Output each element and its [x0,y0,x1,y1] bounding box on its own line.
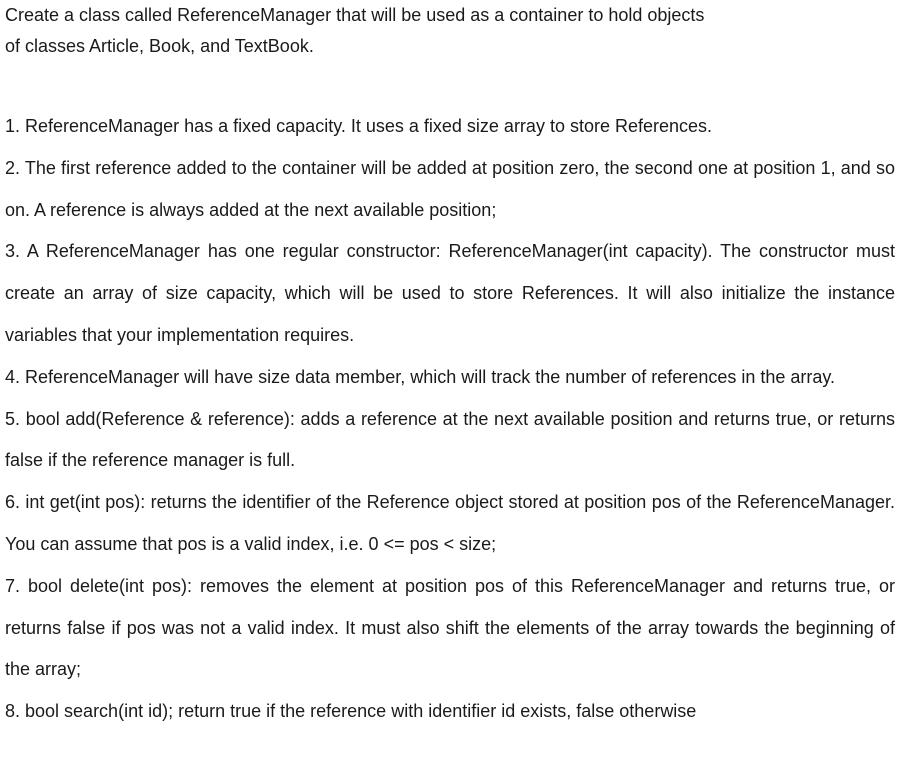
intro-line-1: Create a class called ReferenceManager that will be used as a container to hold objects [5,5,705,25]
requirement-item-6: 6. int get(int pos): returns the identifier of the Reference object stored at position pos of the ReferenceManager. You can assume that pos is a valid index, i.e. 0 <= pos < size; [5,492,895,554]
intro-paragraph [5,0,895,62]
requirement-item-1: 1. ReferenceManager has a fixed capacity. It uses a fixed size array to store References. [5,116,713,136]
requirement-item-3: 3. A ReferenceManager has one regular constructor: ReferenceManager(int capacity). The constructor must create an array of size capacity, which will be used to store References. It will also initialize the instance variables that your implementation requires. [5,241,895,345]
requirement-item-8: 8. bool search(int id); return true if the reference with identifier id exists, false otherwise [5,701,697,722]
intro-line-2: of classes Article, Book, and TextBook. [5,36,314,56]
requirement-item-5: 5. bool add(Reference & reference): adds a reference at the next available position and returns true, or returns false if the reference manager is full. [5,408,895,471]
requirement-item-4: 4. ReferenceManager will have size data member, which will track the number of references in the array. [5,366,836,387]
requirement-item-2: 2. The first reference added to the container will be added at position zero, the second one at position 1, and so on. A reference is always added at the next available position; [5,157,895,220]
document-body [5,0,895,733]
requirements-list [5,106,895,733]
requirement-item-7: 7. bool delete(int pos): removes the element at position pos of this ReferenceManager and returns true, or returns false if pos was not a valid index. It must also shift the elements of the array towards the beginning of the array; [5,575,895,680]
